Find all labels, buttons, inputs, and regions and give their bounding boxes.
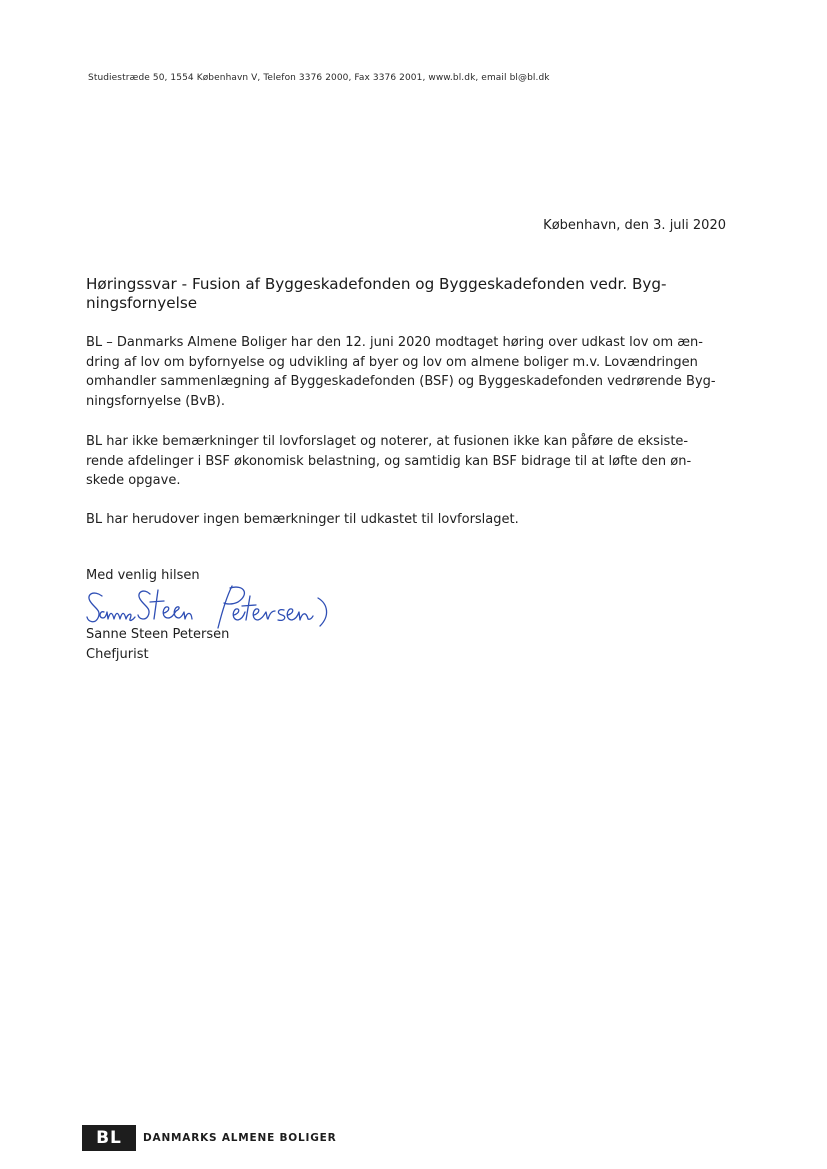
closing-greeting: Med venlig hilsen <box>86 568 200 583</box>
letter-subject <box>86 275 736 313</box>
paragraph-line: rende afdelinger i BSF økonomisk belastning, og samtidig kan BSF bidrage til at løfte den øn- <box>86 453 692 469</box>
paragraph-line: omhandler sammenlægning af Byggeskadefonden (BSF) og Byggeskadefonden vedrørende Byg- <box>86 374 716 389</box>
body-paragraph-1 <box>86 333 726 411</box>
footer-org-name: DANMARKS ALMENE BOLIGER <box>143 1132 337 1144</box>
logo-text: BL <box>96 1128 122 1148</box>
bl-logo <box>82 1125 136 1151</box>
body-paragraph-2 <box>86 432 726 491</box>
signer-title: Chefjurist <box>86 647 149 662</box>
paragraph-line: BL har ikke bemærkninger til lovforslaget og noterer, at fusionen ikke kan påføre de eksiste- <box>86 434 689 449</box>
subject-line: ningsfornyelse <box>86 294 198 312</box>
letter-date: København, den 3. juli 2020 <box>543 218 726 233</box>
subject-line: Høringssvar - Fusion af Byggeskadefonden og Byggeskadefonden vedr. Byg- <box>86 275 667 293</box>
paragraph-line: BL har herudover ingen bemærkninger til udkastet til lovforslaget. <box>86 512 519 527</box>
body-paragraph-3 <box>86 510 726 530</box>
paragraph-line: ningsfornyelse (BvB). <box>86 393 226 409</box>
paragraph-line: dring af lov om byfornyelse og udvikling af byer og lov om almene boliger m.v. Lovændringen <box>86 354 698 370</box>
signer-name: Sanne Steen Petersen <box>86 627 230 642</box>
paragraph-line: skede opgave. <box>86 473 181 488</box>
paragraph-line: BL – Danmarks Almene Boliger har den 12. juni 2020 modtaget høring over udkast lov om æn- <box>86 335 703 350</box>
letterhead-address: Studiestræde 50, 1554 København V, Telefon 3376 2000, Fax 3376 2001, www.bl.dk, email bl@bl.dk <box>88 73 550 83</box>
